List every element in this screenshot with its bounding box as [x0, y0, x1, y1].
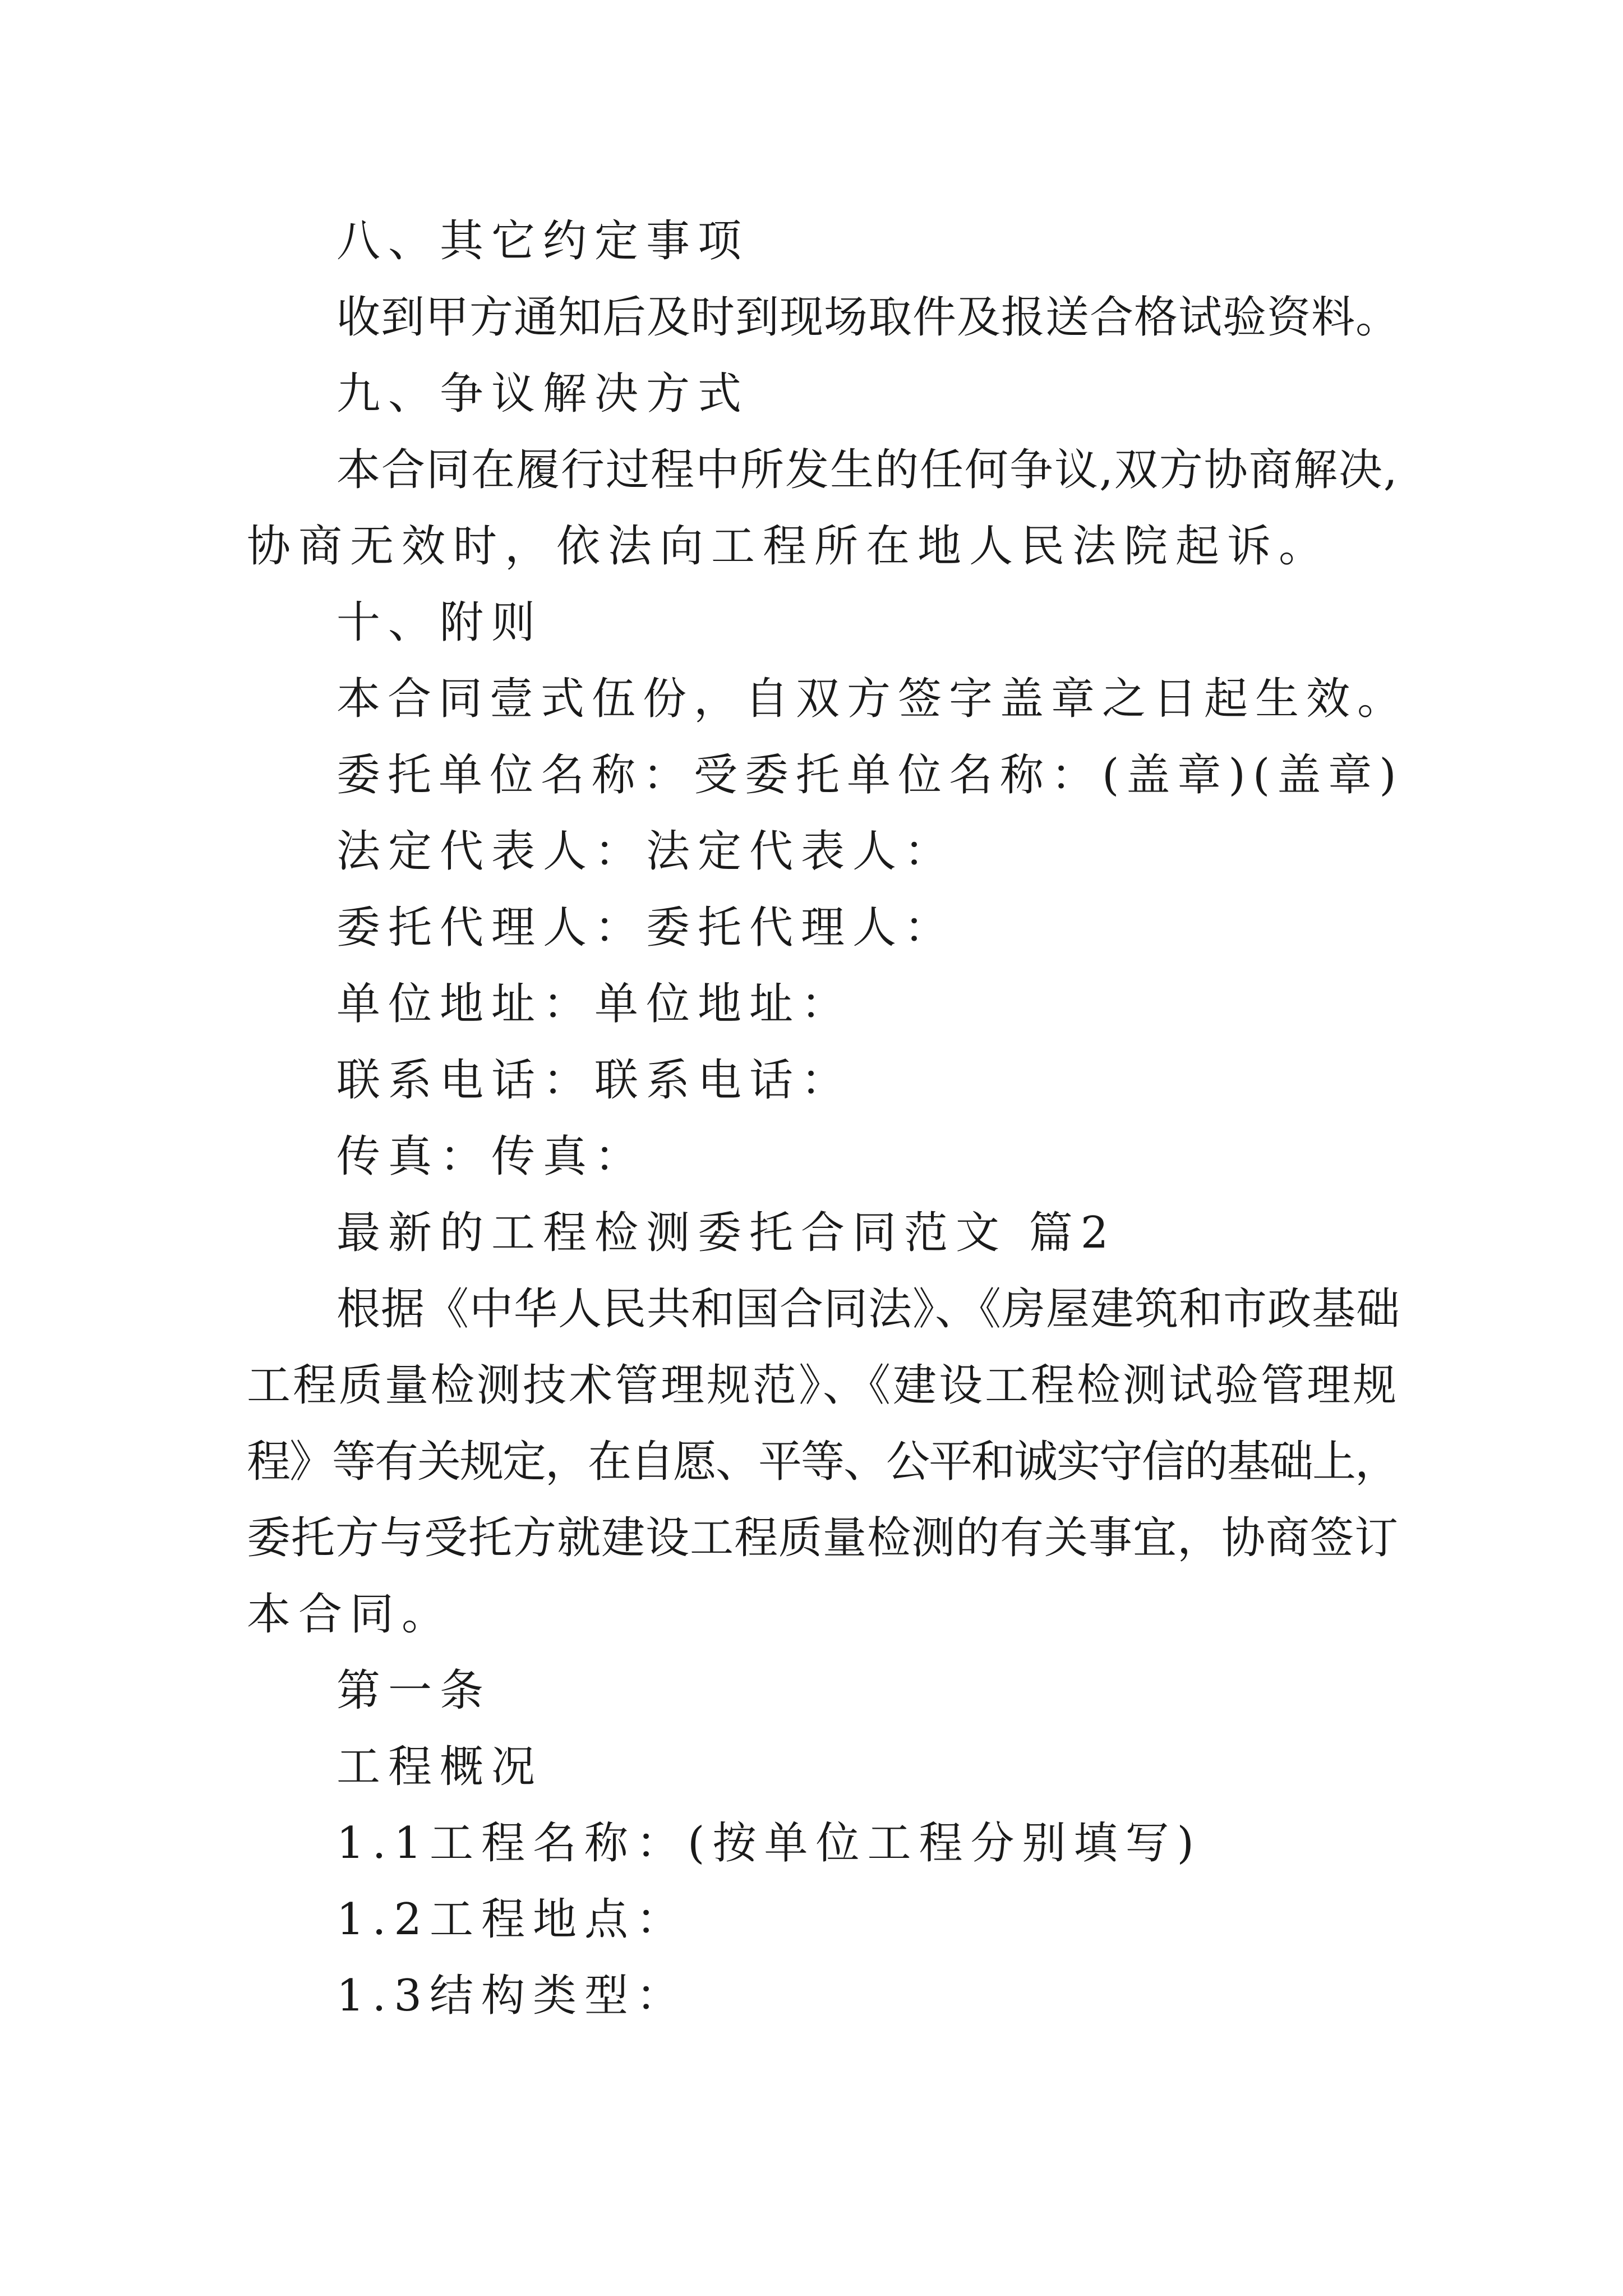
article-title: 最新的工程检测委托合同范文 篇2	[336, 1208, 1117, 1258]
section-heading-dispute-resolution: 九、争议解决方式	[336, 369, 750, 419]
signature-field-phone: 联系电话：联系电话：	[336, 1055, 853, 1106]
field-project-location: 1.2工程地点：	[336, 1894, 688, 1945]
signature-field-legal-representative: 法定代表人：法定代表人：	[336, 826, 956, 877]
clause-heading-first: 第一条	[336, 1665, 492, 1716]
paragraph-line: 收到甲方通知后及时到现场取件及报送合格试验资料。	[336, 292, 1400, 343]
paragraph-line: 委托方与受托方就建设工程质量检测的有关事宜，协商签订	[247, 1513, 1399, 1563]
paragraph-line: 程》等有关规定，在自愿、平等、公平和诚实守信的基础上，	[247, 1437, 1398, 1487]
paragraph-line: 本合同在履行过程中所发生的任何争议,双方协商解决,	[336, 445, 1399, 495]
paragraph-line: 工程质量检测技术管理规范》、《建设工程检测试验管理规	[247, 1360, 1399, 1411]
paragraph-line: 根据《中华人民共和国合同法》、《房屋建筑和市政基础	[336, 1284, 1401, 1335]
paragraph-line: 协商无效时，依法向工程所在地人民法院起诉。	[247, 521, 1331, 572]
section-heading-other-terms: 八、其它约定事项	[336, 216, 750, 266]
signature-field-agent: 委托代理人：委托代理人：	[336, 903, 956, 953]
signature-field-fax: 传真：传真：	[336, 1131, 647, 1182]
field-project-name: 1.1工程名称：(按单位工程分别填写)	[336, 1818, 1202, 1869]
paragraph-line: 本合同壹式伍份，自双方签字盖章之日起生效。	[336, 674, 1409, 724]
field-structure-type: 1.3结构类型：	[336, 1971, 688, 2021]
section-heading-appendix: 十、附则	[336, 597, 543, 648]
paragraph-line: 本合同。	[247, 1589, 454, 1640]
signature-field-unit-name: 委托单位名称：受委托单位名称：(盖章)(盖章)	[336, 750, 1404, 800]
clause-subheading-project-overview: 工程概况	[336, 1742, 543, 1792]
signature-field-address: 单位地址：单位地址：	[336, 979, 853, 1029]
